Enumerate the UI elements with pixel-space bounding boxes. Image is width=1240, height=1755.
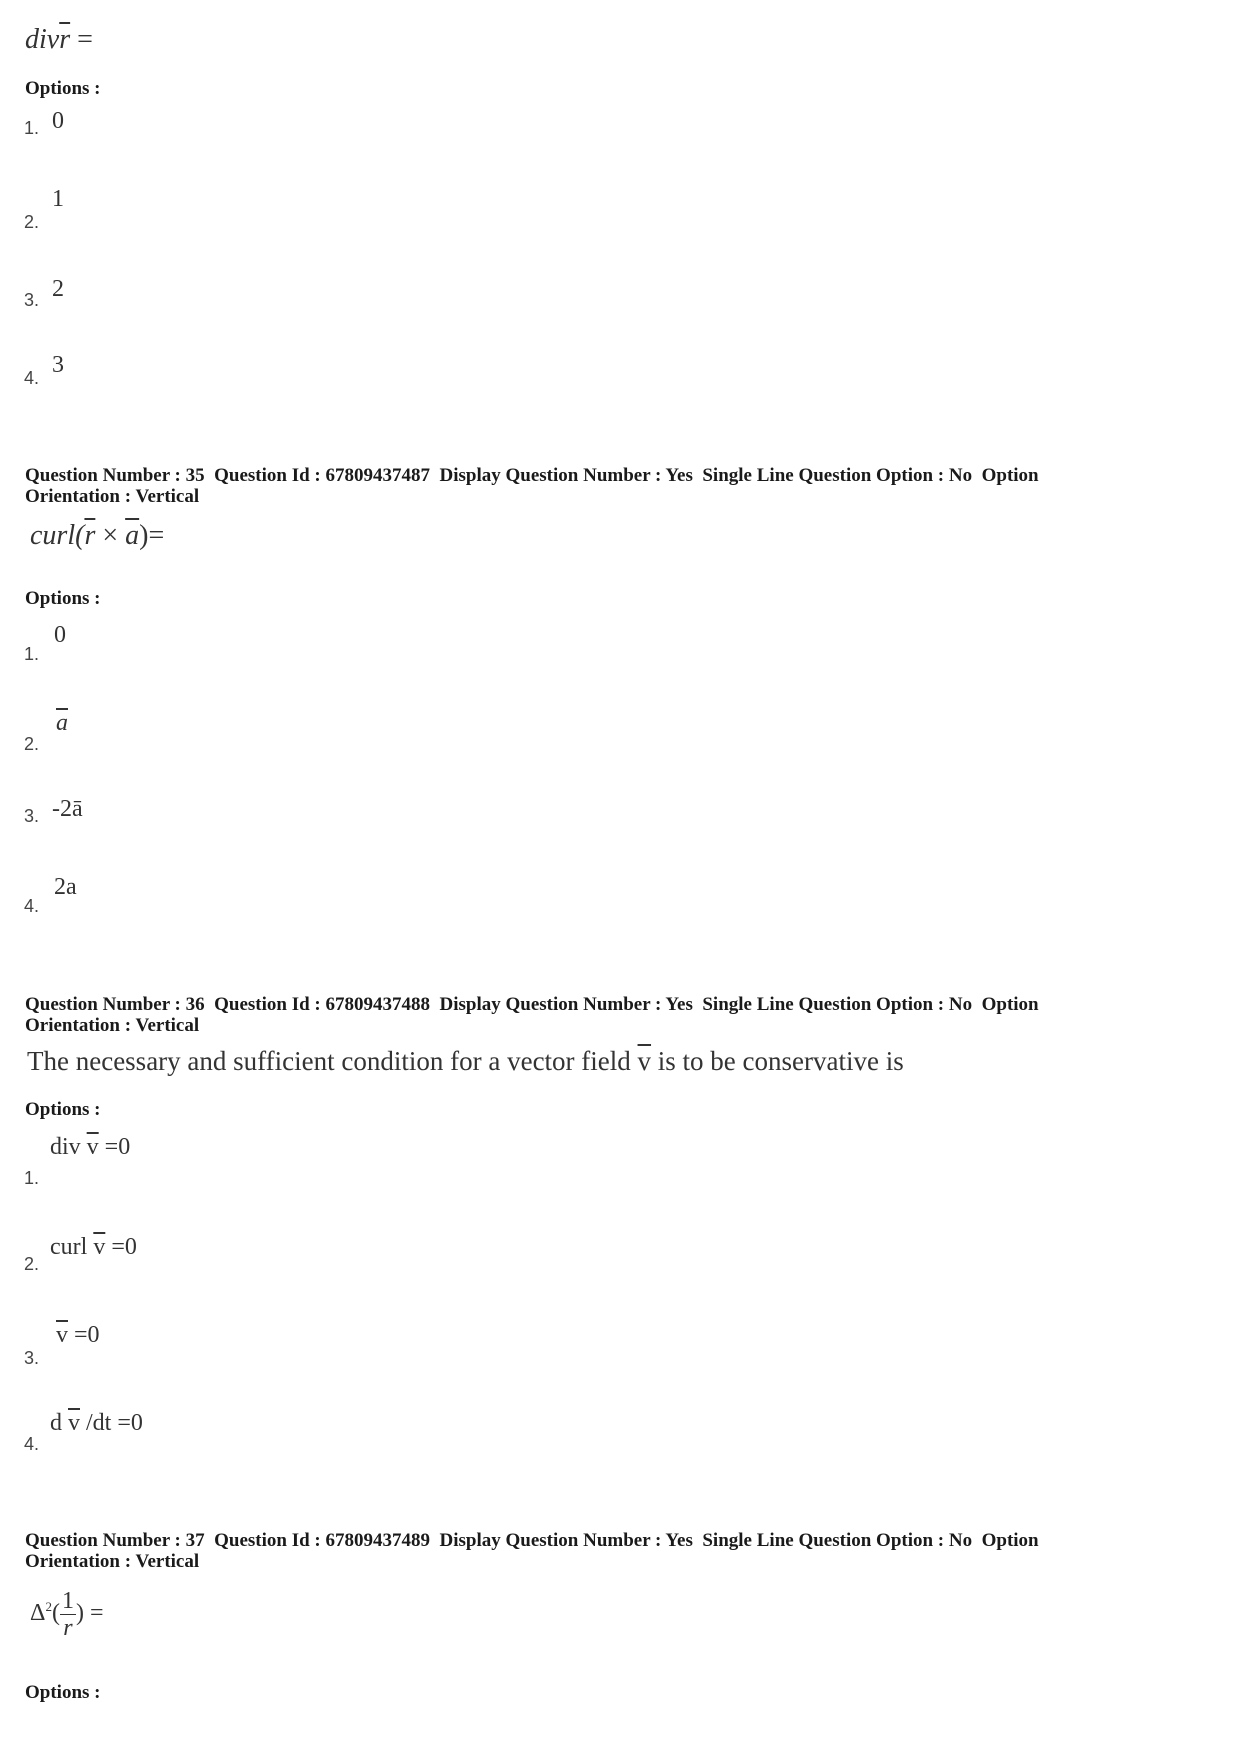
q35-stem-prefix: curl(	[30, 520, 85, 551]
q36-stem	[27, 1046, 904, 1077]
q37-options-label: Options :	[25, 1682, 101, 1703]
q37-stem-open-paren: (	[51, 1600, 60, 1627]
q37-stem-delta: Δ	[30, 1600, 46, 1627]
q35-header-line1: Question Number : 35 Question Id : 67809437487 Display Question Number : Yes Single Line Question Option : No Option	[25, 465, 1039, 486]
q36-option-2-number: 2.	[24, 1254, 40, 1274]
q35-option-3-value[interactable]: -2ā	[52, 796, 83, 822]
q35-option-4-number: 4.	[24, 896, 40, 916]
q37-stem	[30, 1588, 103, 1641]
q34-stem-vector: $\overline{r}$	[59, 24, 71, 55]
q36-options-label: Options :	[25, 1099, 101, 1120]
q36-stem-vector: $\overline{v}$	[637, 1046, 652, 1076]
q37-stem-numerator: 1	[61, 1588, 74, 1614]
q35-stem-r: $\overline{r}$	[84, 520, 96, 551]
q35-option-2-value[interactable]: $\overline{a}$	[56, 710, 68, 736]
q34-option-2-value[interactable]: 1	[52, 186, 64, 212]
q34-stem	[25, 24, 93, 56]
q35-stem-a: $\overline{a}$	[125, 520, 140, 551]
q36-option-1-post: =0	[98, 1134, 131, 1160]
q37-header-line1: Question Number : 37 Question Id : 67809437489 Display Question Number : Yes Single Line Question Option : No Option	[25, 1530, 1039, 1551]
q37-stem-suffix: =	[83, 1600, 104, 1627]
q36-stem-part2: is to be conservative is	[651, 1046, 904, 1076]
q36-option-1-number: 1.	[24, 1168, 40, 1188]
q36-option-2-vec: $\overline{v}$	[93, 1234, 106, 1260]
q36-option-3-vec: $\overline{v}$	[56, 1322, 68, 1348]
q37-header-line2: Orientation : Vertical	[25, 1551, 200, 1572]
q37-stem-close-paren: )	[75, 1600, 84, 1627]
q35-option-1-number: 1.	[24, 644, 40, 664]
q34-option-3-number: 3.	[24, 290, 40, 310]
q36-option-1-pre: div	[50, 1134, 87, 1160]
q34-option-1-value[interactable]: 0	[52, 108, 64, 134]
q34-stem-prefix: div	[25, 24, 60, 55]
q36-option-4-vec: $\overline{v}$	[68, 1410, 80, 1436]
q35-header-line2: Orientation : Vertical	[25, 486, 200, 507]
q37-stem-denominator: r	[63, 1615, 73, 1641]
q35-option-2-number: 2.	[24, 734, 40, 754]
q35-option-3-number: 3.	[24, 806, 40, 826]
q34-option-4-number: 4.	[24, 368, 40, 388]
q35-stem-times: ×	[95, 520, 126, 551]
q36-option-4-post: /dt =0	[80, 1410, 143, 1436]
q37-stem-fraction	[60, 1588, 76, 1641]
q36-option-1-vec: $\overline{v}$	[86, 1134, 99, 1160]
q34-options-label: Options :	[25, 78, 101, 99]
q36-option-2-value[interactable]	[50, 1234, 137, 1261]
q35-stem	[30, 520, 164, 552]
q37-header	[25, 1530, 1185, 1572]
q36-option-2-pre: curl	[50, 1234, 94, 1260]
q36-option-3-value[interactable]	[56, 1322, 100, 1349]
q36-option-4-value[interactable]	[50, 1410, 143, 1437]
q35-option-1-value[interactable]: 0	[54, 622, 66, 648]
q37-stem-power: 2	[45, 1599, 52, 1615]
q36-header	[25, 994, 1185, 1036]
q36-header-line2: Orientation : Vertical	[25, 1015, 200, 1036]
q36-option-1-value[interactable]	[50, 1134, 130, 1161]
q36-option-4-pre: d	[50, 1410, 68, 1436]
q36-option-3-number: 3.	[24, 1348, 40, 1368]
q36-stem-part1: The necessary and sufficient condition for a vector field	[27, 1046, 638, 1076]
q36-header-line1: Question Number : 36 Question Id : 67809437488 Display Question Number : Yes Single Line Question Option : No Option	[25, 994, 1039, 1015]
q34-stem-suffix: =	[70, 24, 93, 55]
q36-option-2-post: =0	[105, 1234, 137, 1260]
q35-header	[25, 465, 1185, 507]
q36-option-4-number: 4.	[24, 1434, 40, 1454]
q35-option-4-value[interactable]: 2a	[54, 874, 77, 900]
q34-option-1-number: 1.	[24, 118, 40, 138]
q34-option-2-number: 2.	[24, 212, 40, 232]
q36-option-3-post: =0	[68, 1322, 100, 1348]
q35-options-label: Options :	[25, 588, 101, 609]
q35-stem-suffix: )=	[139, 520, 165, 551]
q34-option-4-value[interactable]: 3	[52, 352, 64, 378]
q34-option-3-value[interactable]: 2	[52, 276, 64, 302]
